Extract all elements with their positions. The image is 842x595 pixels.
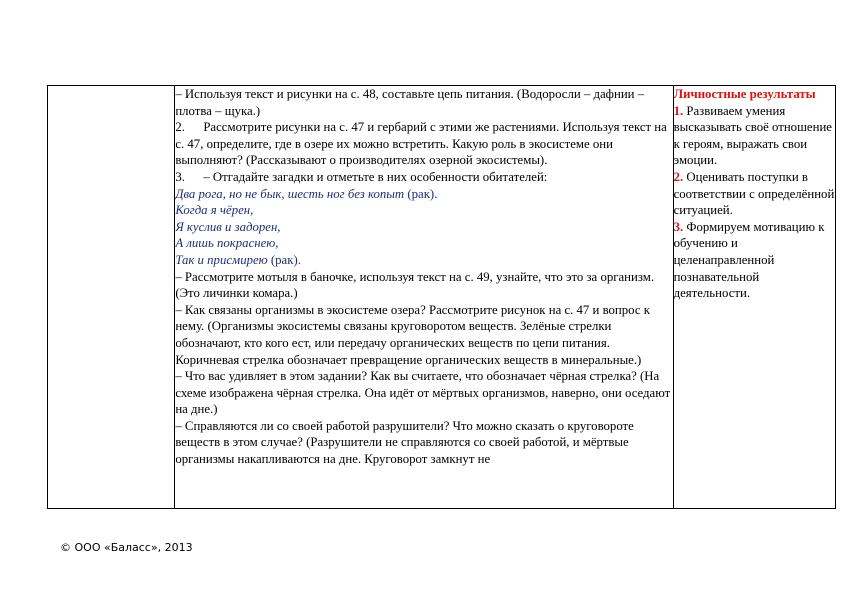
riddle-text: Когда я чёрен, — [175, 203, 254, 218]
riddle-2-line-2 — [175, 219, 672, 236]
result-number: 3. — [673, 219, 684, 234]
paragraph-decomposers: – Справляются ли со своей работой разрушители? Что можно сказать о круговороте веществ в этом случае? (Разрушители не справляются со своей работой, и мёртвые организмы накапливаются на дне. Круговорот замкнут не — [175, 418, 634, 467]
copyright-footer: © ООО «Баласс», 2013 — [60, 541, 193, 554]
results-text — [674, 86, 835, 508]
lesson-table — [47, 85, 836, 509]
paragraph-ecosystem-links: – Как связаны организмы в экосистеме озера? Рассмотрите рисунок на с. 47 и вопрос к нему. (Организмы экосистемы связаны круговоротом веществ. Зелёные стрелки обозначают, кто кого ест, или передачу органических веществ по цепи питания. Коричневая стрелка обозначает превращение органических веществ в минеральные.) — [175, 302, 650, 367]
teacher-activity-cell — [175, 86, 673, 509]
paragraph-food-chain: – Используя текст и рисунки на с. 48, составьте цепь питания. (Водоросли – дафнии – плотва – щука.) — [175, 87, 645, 118]
paragraph-riddles — [175, 169, 672, 186]
paragraph-text: – Отгадайте загадки и отметьте в них особенности обитателей: — [203, 169, 548, 184]
result-number: 2. — [673, 169, 684, 184]
result-item-3 — [674, 219, 835, 302]
riddle-answer: (рак). — [267, 252, 301, 267]
item-number: 3. — [175, 169, 185, 184]
paragraph-bloodworm: – Рассмотрите мотыля в баночке, используя текст на с. 49, узнайте, что это за организм. (Это личинки комара.) — [175, 269, 655, 301]
result-text: Формируем мотивацию к обучению и целенаправленной познавательной деятельности. — [673, 219, 825, 301]
riddle-text: Два рога, но не бык, шесть ног без копыт — [175, 186, 405, 201]
paragraph-text: Рассмотрите рисунки на с. 47 и гербарий с этими же растениями. Используя текст на с. 47, определите, где в озере их можно встретить. Какую роль в экосистеме они выполняют? (Рассказывают о производителях озерной экосистемы). — [175, 120, 667, 168]
paragraph-black-arrow: – Что вас удивляет в этом задании? Как вы считаете, что обозначает чёрная стрелка? (На схеме изображена чёрная стрелка. Она идёт от мёртвых организмов, наверно, они оседают на дне.) — [175, 369, 671, 417]
item-number: 2. — [175, 120, 185, 135]
results-heading: Личностные результаты — [673, 87, 816, 101]
result-text: Развиваем умения высказывать своё отношение к героям, выражать свои эмоции. — [673, 103, 832, 168]
riddle-2-line-1 — [175, 202, 672, 219]
riddle-text: Я куслив и задорен, — [175, 219, 281, 234]
riddle-text: А лишь покраснею, — [175, 236, 279, 251]
result-text: Оценивать поступки в соответствии с определённой ситуацией. — [673, 169, 835, 218]
riddle-2-line-4 — [175, 252, 672, 269]
stage-cell — [48, 86, 175, 509]
result-number: 1. — [673, 103, 684, 118]
paragraph-herbarium — [175, 119, 672, 169]
activity-text — [175, 86, 672, 508]
riddle-1 — [175, 186, 672, 203]
results-cell — [673, 86, 835, 509]
result-item-1 — [674, 103, 835, 169]
result-item-2 — [674, 169, 835, 219]
riddle-2-line-3 — [175, 235, 672, 252]
table-row — [48, 86, 836, 509]
riddle-text: Так и присмирею — [175, 252, 268, 267]
riddle-answer: (рак). — [404, 186, 438, 201]
